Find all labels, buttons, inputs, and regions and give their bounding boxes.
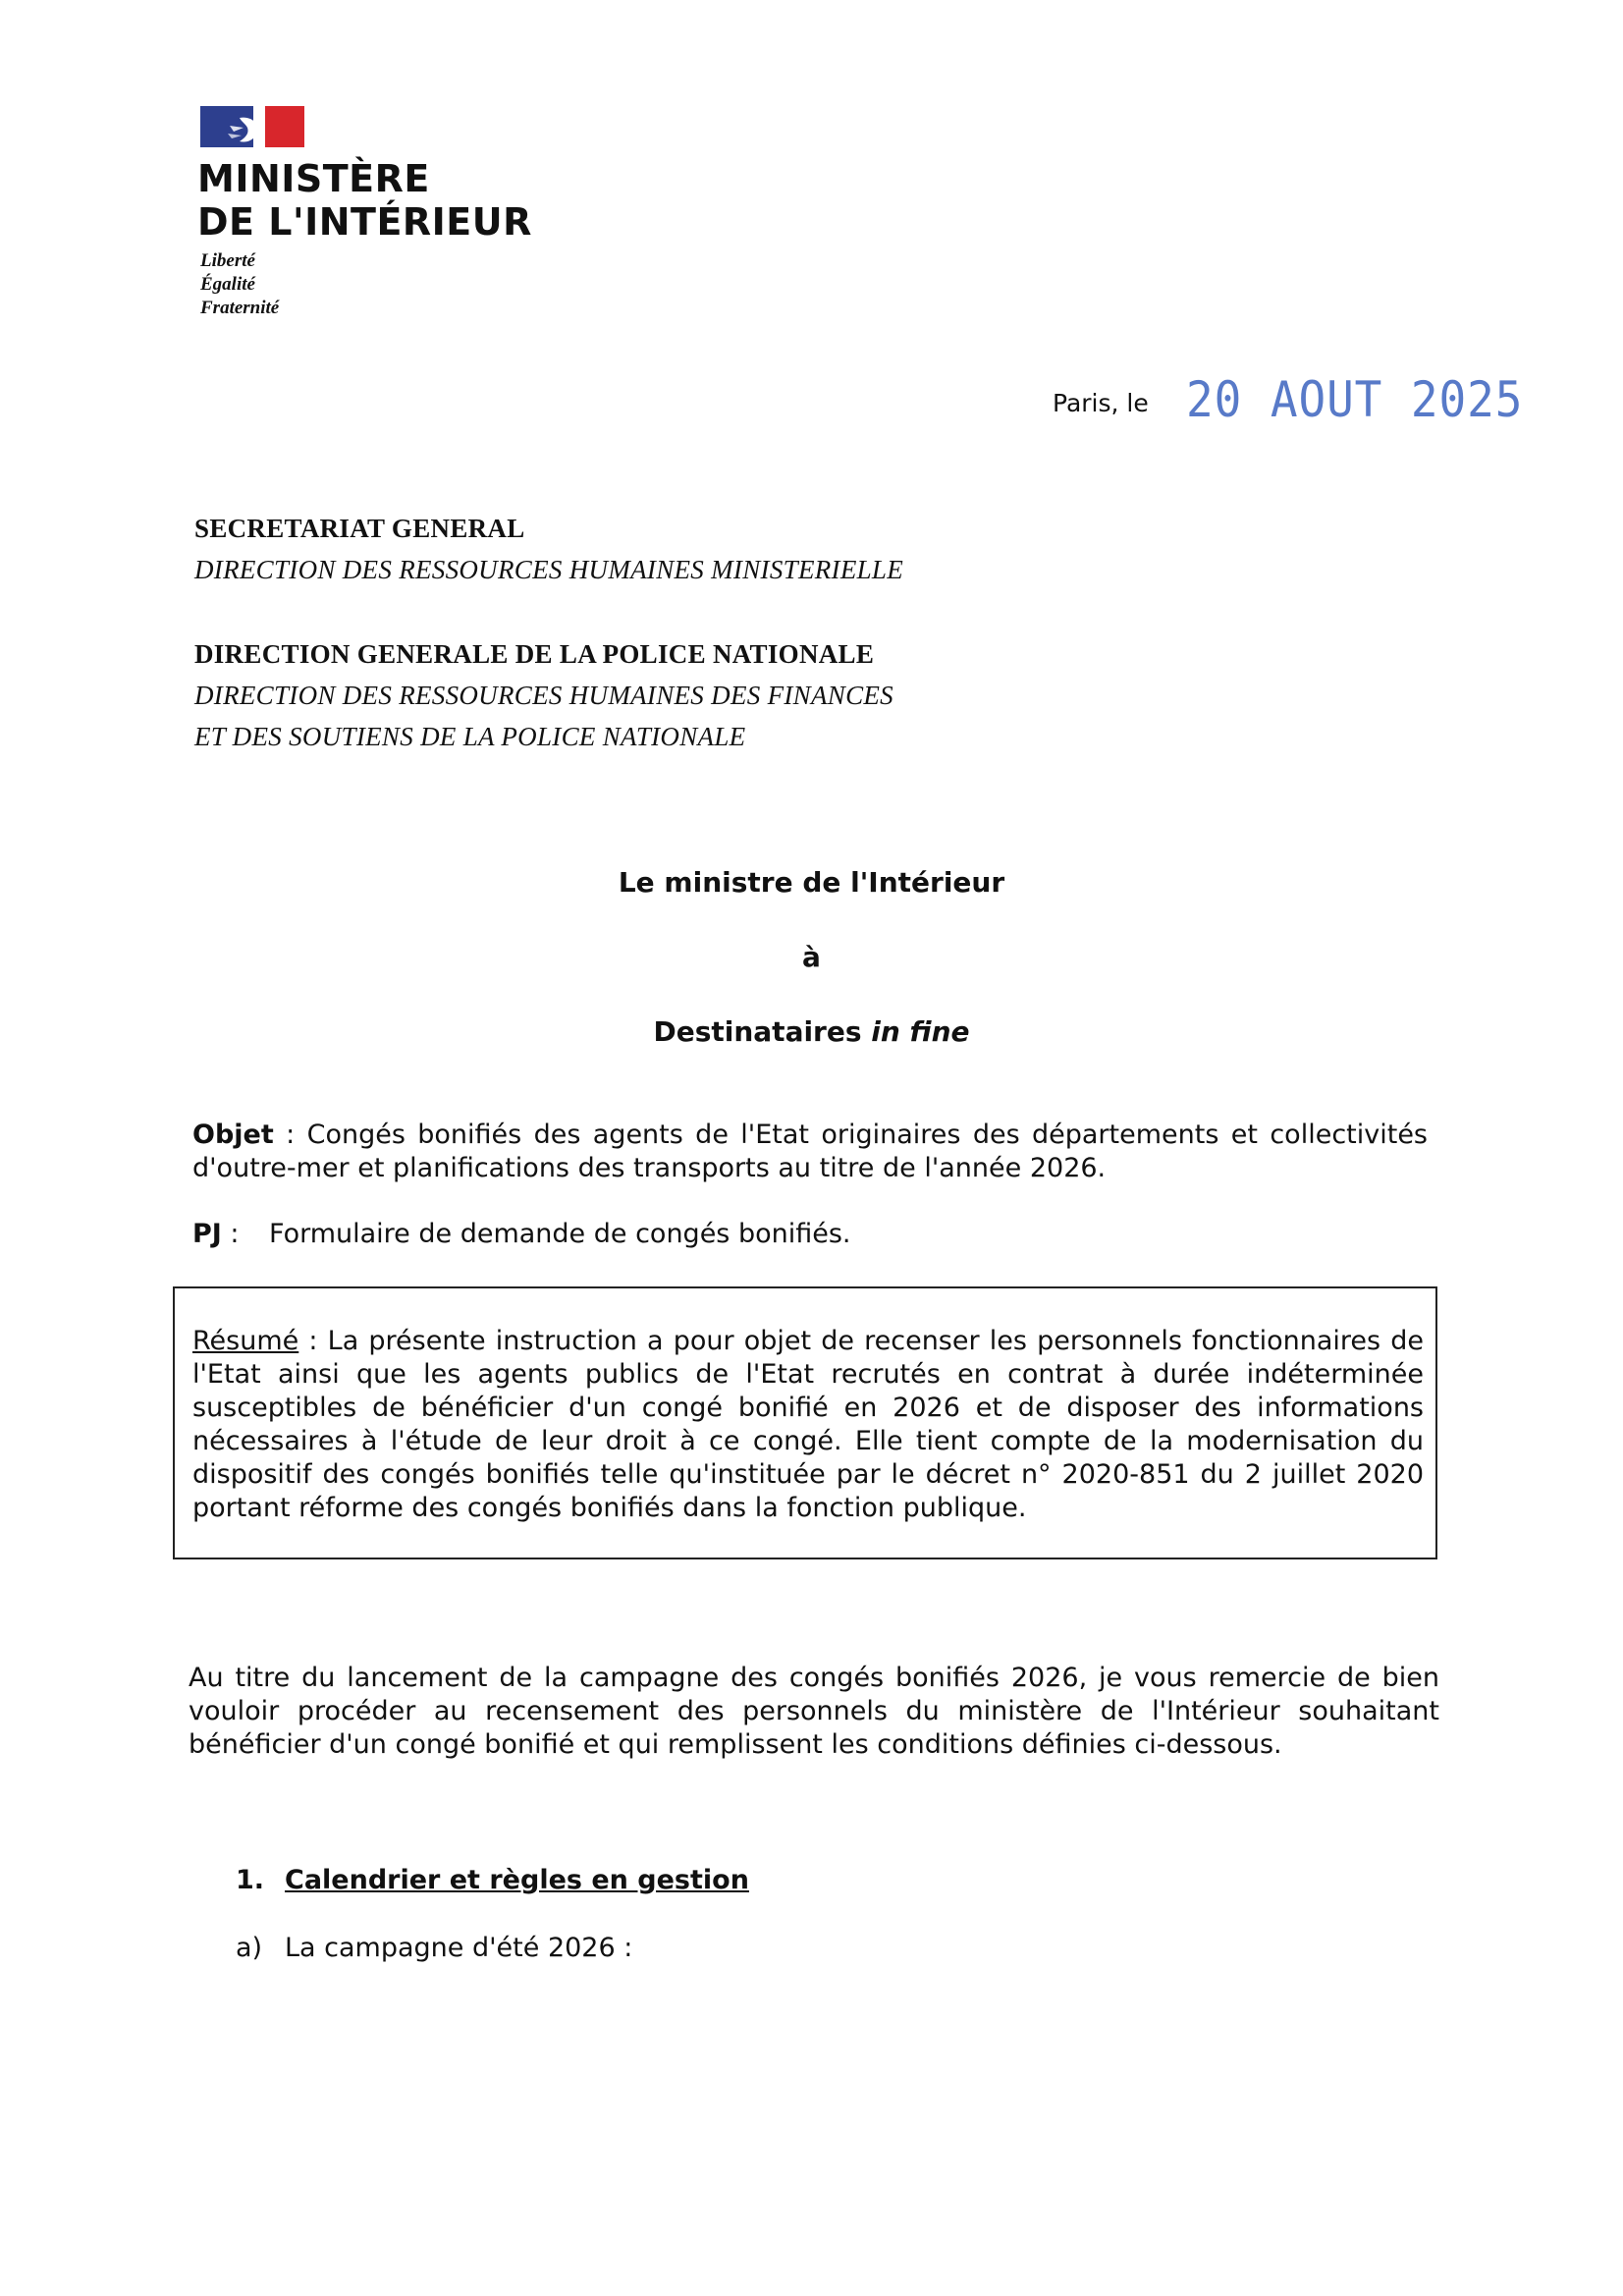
dgpn-direction-line2: ET DES SOUTIENS DE LA POLICE NATIONALE [194, 722, 746, 751]
section1-sub-a-number: a) [236, 1933, 263, 1963]
sender: Le ministre de l'Intérieur [618, 866, 1005, 899]
pj-label: PJ [192, 1219, 222, 1249]
resume-label: Résumé [192, 1326, 299, 1356]
sg-title: SECRETARIAT GENERAL [194, 514, 525, 543]
motto-fraternite: Fraternité [200, 298, 280, 318]
resume-text: La présente instruction a pour objet de recenser les personnels fonctionnaires de l'Etat ainsi que les agents publics de l'Etat recrutés en contrat à durée indéterminée susceptibles de bénéficier d'un congé bonifié en 2026 et de disposer des informations nécessaires à l'étude de leur droit à ce congé. Elle tient compte de la modernisation du dispositif des congés bonifiés telle qu'instituée par le décret n° 2020-851 du 2 juillet 2020 portant réforme des congés bonifiés dans la fonction publique. [192, 1326, 1425, 1523]
intro-paragraph: Au titre du lancement de la campagne des congés bonifiés 2026, je vous remercie de bien vouloir procéder au recensement des personnels du ministère de l'Intérieur souhaitant bénéficier d'un congé bonifié et qui remplissent les conditions définies ci-dessous. [189, 1663, 1439, 1760]
recipients [0, 1015, 1623, 1048]
dgpn-direction-line1: DIRECTION DES RESSOURCES HUMAINES DES FINANCES [194, 681, 893, 710]
services-block [194, 508, 903, 590]
pj-label-wrap: PJ : [192, 1219, 240, 1249]
section1-sub-a-title: La campagne d'été 2026 : [285, 1933, 633, 1963]
date-prefix: Paris, le [1053, 389, 1149, 417]
motto-liberte: Liberté [200, 250, 255, 271]
to-word: à [802, 941, 821, 973]
objet-text: Congés bonifiés des agents de l'Etat originaires des départements et collectivités d'outre-mer et planifications des transports au titre de l'année 2026. [192, 1120, 1428, 1183]
recipients-suffix: in fine [871, 1015, 970, 1048]
resume-paragraph: Résumé : La présente instruction a pour objet de recenser les personnels fonctionnaires de l'Etat ainsi que les agents publics de l'Etat recrutés en contrat à durée indéterminée susceptibles de bénéficier d'un congé bonifié en 2026 et de disposer des informations nécessaires à l'étude de leur droit à ce congé. Elle tient compte de la modernisation du dispositif des congés bonifiés telle qu'instituée par le décret n° 2020-851 du 2 juillet 2020 portant réforme des congés bonifiés dans la fonction publique. [192, 1326, 1425, 1523]
section1-number: 1. [236, 1865, 265, 1895]
date-stamp: 20 AOUT 2025 [1186, 371, 1524, 428]
motto-egalite: Égalité [200, 274, 255, 295]
republic-motto [200, 249, 279, 320]
pj-text: Formulaire de demande de congés bonifiés. [269, 1219, 851, 1249]
sg-direction: DIRECTION DES RESSOURCES HUMAINES MINISTERIELLE [194, 555, 904, 584]
ministry-name-line2: DE L'INTÉRIEUR [197, 200, 532, 244]
objet-paragraph: Objet : Congés bonifiés des agents de l'Etat originaires des départements et collectivités d'outre-mer et planifications des transports au titre de l'année 2026. [192, 1120, 1428, 1183]
recipients-label: Destinataires [653, 1015, 862, 1048]
section1-title: Calendrier et règles en gestion [285, 1865, 749, 1895]
marianne-logo [200, 106, 304, 147]
ministry-name [197, 157, 532, 244]
dgpn-block [194, 633, 893, 757]
ministry-name-line1: MINISTÈRE [197, 157, 430, 200]
objet-label: Objet [192, 1120, 274, 1150]
dgpn-title: DIRECTION GENERALE DE LA POLICE NATIONALE [194, 639, 875, 669]
